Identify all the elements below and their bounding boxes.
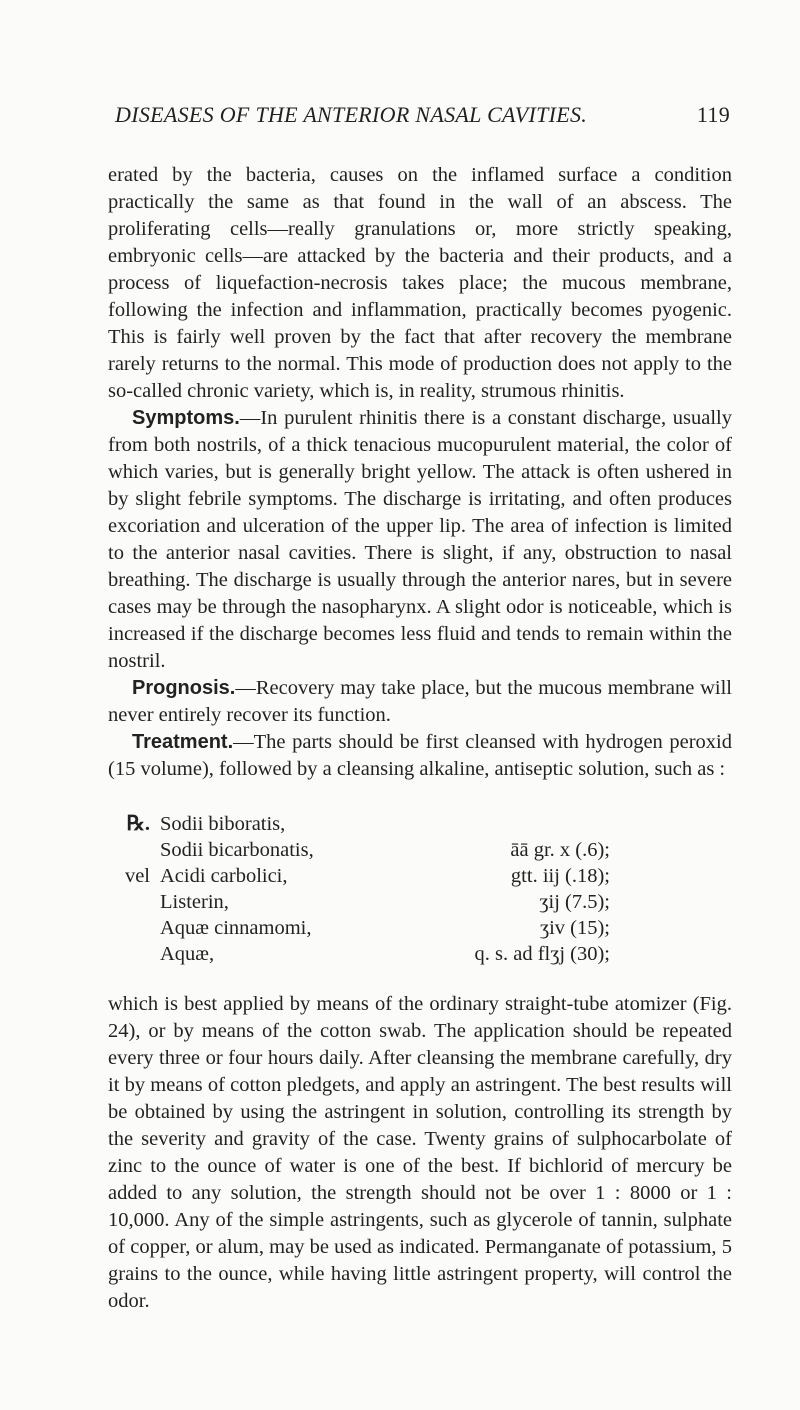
rx-lead [108,941,160,967]
section-heading-treatment: Treatment. [132,731,234,753]
prognosis-text: —Recovery may take place, but the mucous membrane will never entirely recover its function. [108,677,732,726]
paragraph-continued: erated by the bacteria, causes on the inflamed surface a condition practically the same as that found in the wall of an abscess. The proliferating cells—really granulations or, more strictly speaking, embryonic cells—are attacked by the bacteria and their products, and a process of liquefaction-necrosis takes place; the mucous membrane, following the infection and inflammation, practically becomes pyogenic. This is fairly well proven by the fact that after recovery the membrane rarely returns to the normal. This mode of production does not apply to the so-called chronic variety, which is, in reality, strumous rhinitis. [108,164,732,402]
rx-ingredient: Aquæ, [160,943,215,965]
symptoms-text: —In purulent rhinitis there is a constant discharge, usually from both nostrils, of a thick tenacious mucopurulent material, the color of which varies, but is generally bright yellow. The attack is often ushered in by slight febrile symptoms. The discharge is irritating, and often produces excoriation and ulceration of the upper lip. The area of infection is limited to the anterior nasal cavities. There is slight, if any, obstruction to nasal breathing. The discharge is usually through the anterior nares, but in severe cases may be through the nasopharynx. A slight odor is noticeable, which is increased if the discharge becomes less fluid and tends to remain within the nostril. [108,407,732,672]
rx-dose: ʒiv (15); [539,917,610,939]
rx-lead [108,915,160,941]
rx-lead [108,889,160,915]
rx-dose [420,811,610,837]
rx-ingredient: Sodii biboratis, [160,813,286,835]
paragraph-prognosis [108,675,732,729]
body-text [108,162,732,1315]
running-title: DISEASES OF THE ANTERIOR NASAL CAVITIES. [115,102,588,127]
section-heading-symptoms: Symptoms. [132,407,240,429]
treatment-text: —The parts should be first cleansed with hydrogen peroxid (15 volume), followed by a cleansing alkaline, antiseptic solution, such as : [108,731,732,780]
page-number: 119 [696,102,730,127]
rx-dose: gtt. iij (.18); [510,865,610,887]
paragraph-treatment [108,729,732,783]
rx-dose: āā gr. x (.6); [510,839,610,861]
rx-ingredient: Listerin, [160,891,229,913]
rx-lead: vel [124,865,150,887]
rx-lead: ℞. [126,813,150,835]
rx-ingredient: Aquæ cinnamomi, [160,917,312,939]
section-heading-prognosis: Prognosis. [132,677,236,699]
rx-dose: ʒij (7.5); [539,891,610,913]
paragraph-symptoms [108,405,732,675]
rx-ingredient: Acidi carbolici, [160,865,288,887]
prescription [108,811,732,967]
rx-dose: q. s. ad flʒj (30); [474,943,610,965]
paragraph-final: which is best applied by means of the ordinary straight-tube atomizer (Fig. 24), or by means of the cotton swab. The application should be repeated every three or four hours daily. After cleansing the membrane carefully, dry it by means of cotton pledgets, and apply an astringent. The best results will be obtained by using the astringent in solution, controlling its strength by the severity and gravity of the case. Twenty grains of sulphocarbolate of zinc to the ounce of water is one of the best. If bichlorid of mercury be added to any solution, the strength should not be over 1 : 8000 or 1 : 10,000. Any of the simple astringents, such as glycerole of tannin, sulphate of copper, or alum, may be used as indicated. Permanganate of potassium, 5 grains to the ounce, while having little astringent property, will control the odor. [108,993,732,1312]
rx-lead [108,837,160,863]
rx-ingredient: Sodii bicarbonatis, [160,839,314,861]
page-header [115,102,730,138]
